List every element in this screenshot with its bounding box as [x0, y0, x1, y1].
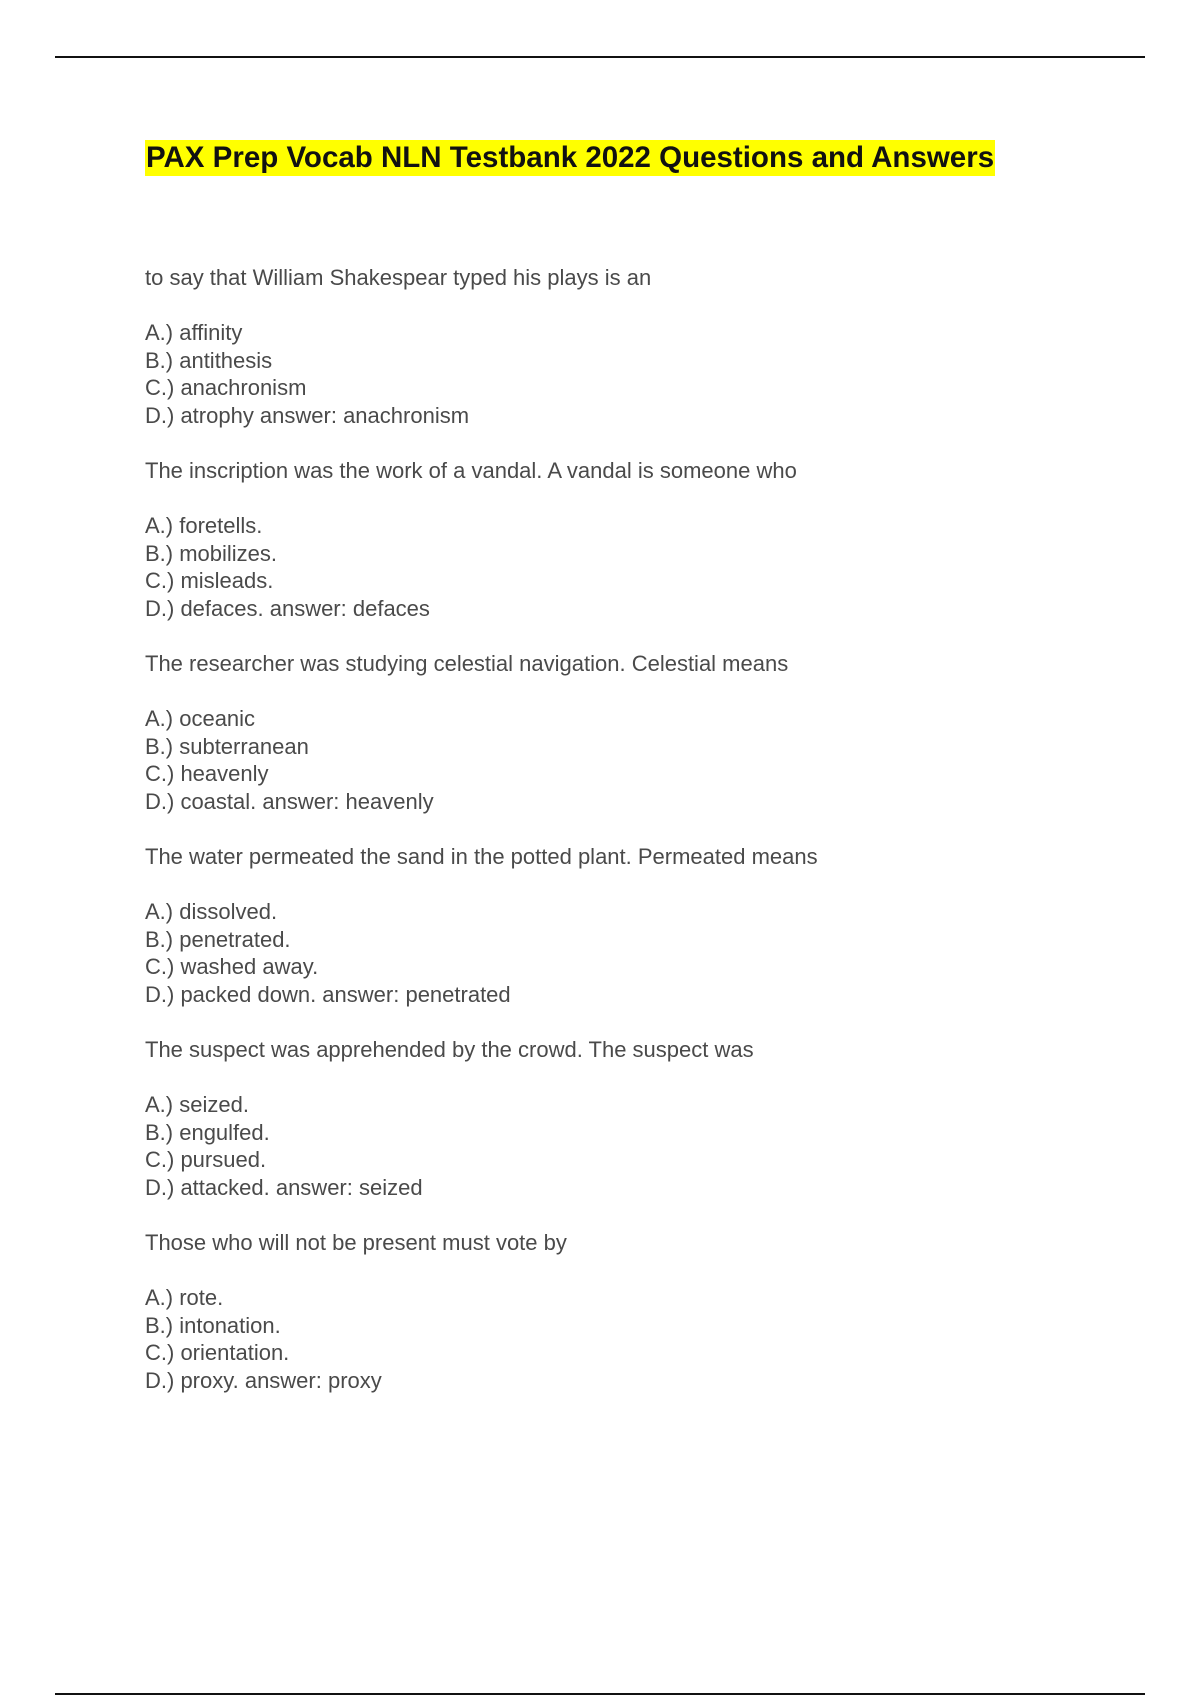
option-list: [145, 1091, 1095, 1201]
option-c: C.) washed away.: [145, 954, 319, 979]
option-b: B.) engulfed.: [145, 1119, 270, 1145]
question-text: The water permeated the sand in the potted plant. Permeated means: [145, 844, 818, 869]
question-text: Those who will not be present must vote by: [145, 1230, 567, 1255]
question-text: to say that William Shakespear typed his plays is an: [145, 265, 652, 290]
option-a: A.) rote.: [145, 1285, 224, 1310]
option-a: A.) oceanic: [145, 706, 256, 731]
option-b: B.) intonation.: [145, 1312, 281, 1338]
option-d-with-answer: D.) proxy. answer: proxy: [145, 1367, 382, 1393]
question-4: [145, 843, 1095, 1008]
document-body: [145, 140, 1095, 1422]
option-c: C.) pursued.: [145, 1147, 267, 1172]
option-list: [145, 512, 1095, 622]
option-list: [145, 898, 1095, 1008]
question-text: The researcher was studying celestial navigation. Celestial means: [145, 651, 789, 676]
option-d-with-answer: D.) coastal. answer: heavenly: [145, 788, 434, 814]
option-list: [145, 705, 1095, 815]
option-d-with-answer: D.) attacked. answer: seized: [145, 1174, 423, 1200]
footer-rule: [55, 1693, 1145, 1695]
option-list: [145, 319, 1095, 429]
option-a: A.) seized.: [145, 1092, 249, 1117]
question-5: [145, 1036, 1095, 1201]
option-c: C.) anachronism: [145, 375, 307, 400]
option-d-with-answer: D.) defaces. answer: defaces: [145, 595, 430, 621]
header-rule: [55, 56, 1145, 58]
question-3: [145, 650, 1095, 815]
option-a: A.) foretells.: [145, 513, 263, 538]
option-d-with-answer: D.) atrophy answer: anachronism: [145, 402, 470, 428]
question-1: [145, 264, 1095, 429]
question-text: The suspect was apprehended by the crowd. The suspect was: [145, 1037, 754, 1062]
option-b: B.) penetrated.: [145, 926, 291, 952]
option-a: A.) affinity: [145, 320, 243, 345]
option-c: C.) heavenly: [145, 761, 269, 786]
option-c: C.) misleads.: [145, 568, 274, 593]
question-6: [145, 1229, 1095, 1394]
option-b: B.) subterranean: [145, 733, 309, 759]
option-b: B.) mobilizes.: [145, 540, 278, 566]
option-c: C.) orientation.: [145, 1340, 290, 1365]
option-a: A.) dissolved.: [145, 899, 278, 924]
option-list: [145, 1284, 1095, 1394]
question-list: [145, 264, 1095, 1394]
question-2: [145, 457, 1095, 622]
document-title: PAX Prep Vocab NLN Testbank 2022 Questions and Answers: [146, 141, 995, 174]
option-d-with-answer: D.) packed down. answer: penetrated: [145, 981, 511, 1007]
question-text: The inscription was the work of a vandal. A vandal is someone who: [145, 458, 797, 483]
option-b: B.) antithesis: [145, 347, 273, 373]
